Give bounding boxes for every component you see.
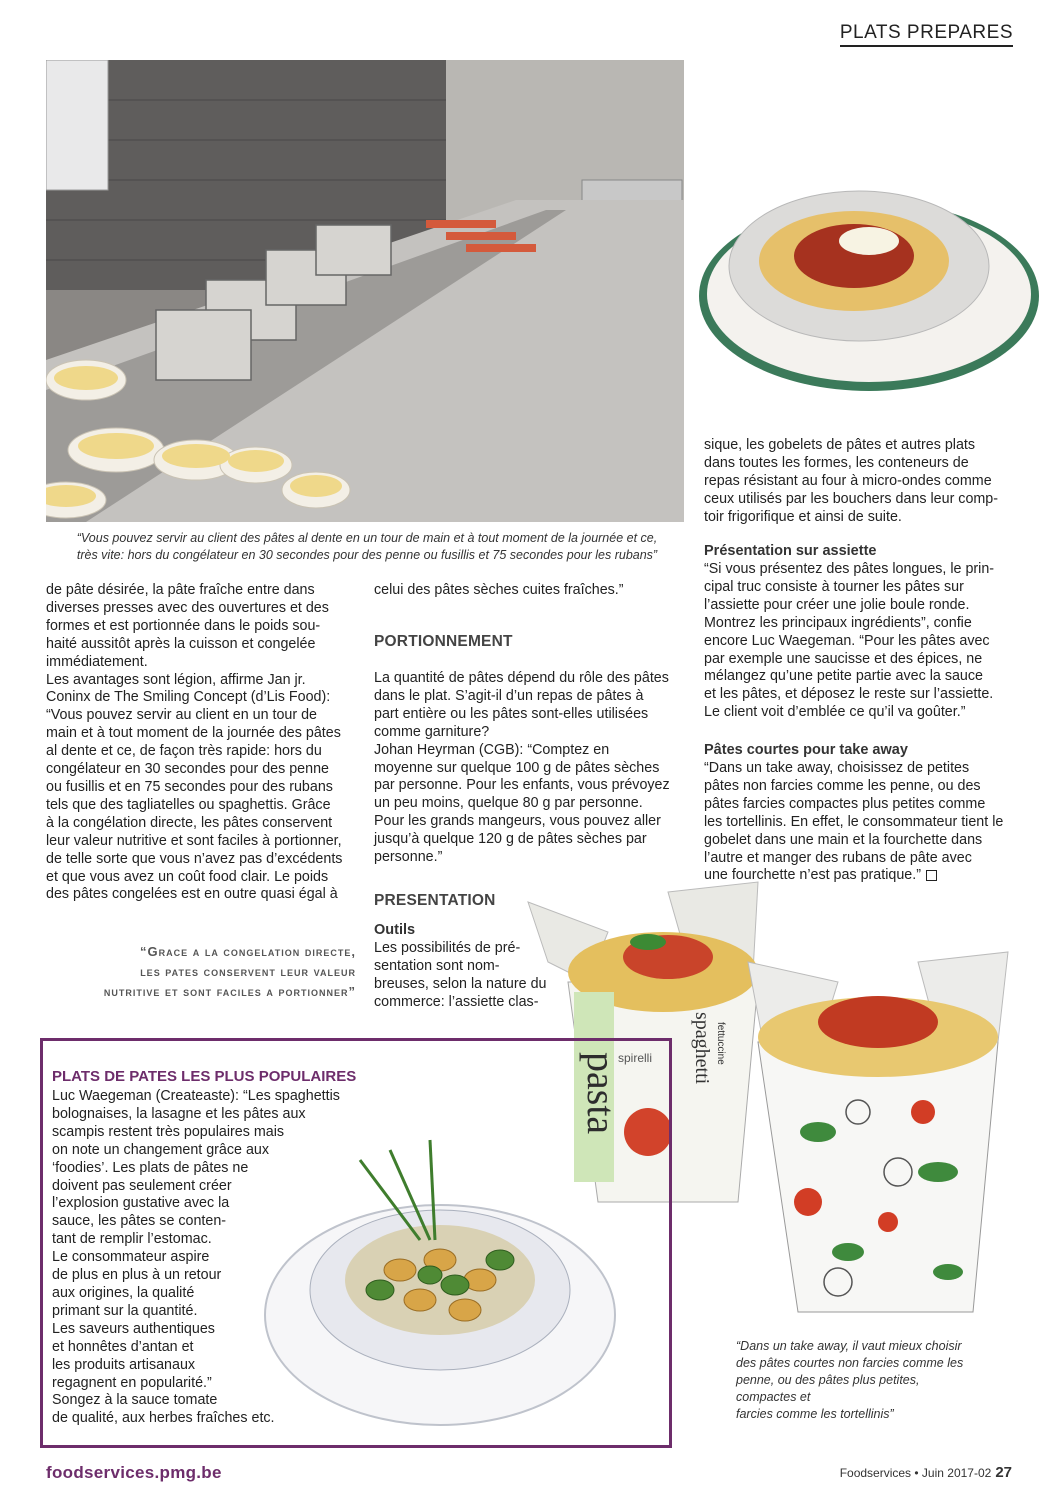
- footer-website-link[interactable]: foodservices.pmg.be: [46, 1463, 222, 1482]
- text-line: Luc Waegeman (Createaste): “Les spaghettis: [52, 1088, 340, 1104]
- caption-line: des pâtes courtes non farcies comme les: [736, 1356, 964, 1370]
- caption-line: “Dans un take away, il vaut mieux choisir: [736, 1339, 962, 1353]
- text-line: bolognaises, la lasagne et les pâtes aux: [52, 1105, 306, 1122]
- text-line: haité aussitôt après la cuisson et congelée: [46, 635, 316, 652]
- heading-presentation: PRESENTATION: [374, 892, 496, 909]
- text-line: comme garniture?: [374, 723, 490, 740]
- text-line: part entière ou les pâtes sont-elles utilisées: [374, 705, 649, 722]
- text-line: Montrez les principaux ingrédients”, confie: [704, 614, 972, 631]
- text-line: Johan Heyrman (CGB): “Comptez en: [374, 741, 610, 758]
- text-line: “Vous pouvez servir au client en un tour de: [46, 707, 318, 724]
- popular-dishes-text: [52, 1088, 352, 1428]
- text-line: Les avantages sont légion, affirme Jan jr.: [46, 671, 306, 688]
- text-line: jusqu’à quelque 120 g de pâtes sèches par: [374, 831, 647, 848]
- text-line: de pâte désirée, la pâte fraîche entre dans: [46, 582, 315, 598]
- text-line: personne.”: [374, 849, 443, 866]
- text-line: par exemple une saucisse et des épices, ne: [704, 650, 983, 667]
- column-1-text: [46, 582, 354, 904]
- caption-line: farcies comme les tortellinis”: [736, 1407, 894, 1421]
- text-line: mélangez qu’une petite partie avec la sauce: [704, 668, 983, 685]
- footer-issue-label: Foodservices • Juin 2017-02: [839, 1466, 992, 1480]
- text-line: “Dans un take away, choisissez de petites: [704, 760, 970, 776]
- text-line: repas résistant au four à micro-ondes comme: [704, 472, 992, 489]
- takeaway-text: [704, 760, 1012, 885]
- text-line: sauce, les pâtes se conten-: [52, 1213, 227, 1230]
- cup-label-spirelli: spirelli: [618, 1051, 653, 1065]
- text-line: de telle sorte que vous n’avez pas d’excédents: [46, 850, 343, 867]
- text-line: moyenne sur quelque 100 g de pâtes sèches: [374, 759, 660, 776]
- text-line: cipal truc consiste à tourner les pâtes sur: [704, 578, 964, 595]
- text-line: l’autre et manger des rubans de pâte avec: [704, 849, 972, 866]
- column-2-text: [374, 582, 684, 600]
- text-line: de qualité, aux herbes fraîches etc.: [52, 1410, 275, 1427]
- kitchen-photo-caption: [52, 530, 682, 564]
- text-line: ceux utilisés par les bouchers dans leur comp-: [704, 490, 999, 507]
- text-line: l’explosion gustative avec la: [52, 1195, 230, 1212]
- text-line: celui des pâtes sèches cuites fraîches.”: [374, 582, 624, 598]
- spaghetti-plate-photo: [694, 186, 1044, 396]
- text-line: scampis restent très populaires mais: [52, 1123, 285, 1140]
- text-line: congélateur en 30 secondes pour des penne: [46, 761, 329, 778]
- text-line: sique, les gobelets de pâtes et autres plats: [704, 437, 976, 453]
- assiette-text: [704, 561, 1012, 722]
- text-line: et que vous avez un coût food clair. Le poids: [46, 868, 329, 885]
- kitchen-photo: [46, 60, 684, 522]
- text-line: un peu moins, quelque 80 g par personne.: [374, 795, 643, 812]
- text-line: tant de remplir l’estomac.: [52, 1231, 212, 1248]
- text-line: doivent pas seulement créer: [52, 1177, 232, 1194]
- text-line: ou fusillis et en 75 secondes pour des rubans: [46, 778, 333, 795]
- text-line: ‘foodies’. Les plats de pâtes ne: [52, 1159, 249, 1176]
- text-line: regagnent en popularité.”: [52, 1374, 212, 1391]
- text-line: dans toutes les formes, les conteneurs de: [704, 454, 969, 471]
- column-3-text: [704, 437, 1012, 527]
- takeaway-photo-caption: [736, 1338, 1016, 1423]
- portionnement-text: [374, 670, 684, 867]
- text-line: pâtes non farcies comme les penne, ou des: [704, 777, 981, 794]
- section-label: PLATS PREPARES: [840, 22, 1013, 47]
- cup-label-spaghetti: spaghetti: [691, 1012, 713, 1085]
- text-line: formes et est portionnée dans le poids sou-: [46, 617, 321, 634]
- text-line: par personne. Pour les enfants, vous prévoyez: [374, 777, 670, 794]
- text-line: primant sur la quantité.: [52, 1302, 198, 1319]
- text-line: et honnêtes d’antan et: [52, 1338, 194, 1355]
- text-line: La quantité de pâtes dépend du rôle des pâtes: [374, 670, 669, 686]
- text-line: encore Luc Waegeman. “Pour les pâtes avec: [704, 632, 990, 649]
- text-line: Songez à la sauce tomate: [52, 1392, 218, 1409]
- text-line: leur valeur nutritive et sont faciles à portionner,: [46, 832, 342, 849]
- text-line: gobelet dans une main et la fourchette dans: [704, 831, 983, 848]
- text-line: pâtes farcies compactes plus petites comme: [704, 795, 986, 812]
- text-line: Les saveurs authentiques: [52, 1320, 215, 1337]
- text-line: à la congélation directe, les pâtes conservent: [46, 814, 333, 831]
- caption-line: penne, ou des pâtes plus petites,: [736, 1373, 920, 1387]
- text-line: des pâtes congelées est en outre quasi égal à: [46, 886, 338, 903]
- subhead-presentation-assiette: Présentation sur assiette: [704, 543, 877, 559]
- text-line-end: une fourchette n’est pas pratique.”: [704, 867, 921, 884]
- text-line: l’assiette pour créer une jolie boule ronde.: [704, 596, 970, 613]
- subhead-takeaway: Pâtes courtes pour take away: [704, 742, 908, 758]
- text-line: commerce: l’assiette clas-: [374, 993, 539, 1010]
- pull-quote: [46, 942, 356, 1002]
- text-line: les produits artisanaux: [52, 1356, 196, 1373]
- page-number: 27: [995, 1464, 1012, 1481]
- text-line: main et à tout moment de la journée des pâtes: [46, 725, 341, 742]
- popular-dishes-title: PLATS DE PATES LES PLUS POPULAIRES: [52, 1068, 357, 1085]
- text-line: on note un changement grâce aux: [52, 1141, 269, 1158]
- text-line: Le client voit d’emblée ce qu’il va goûter.”: [704, 704, 966, 721]
- caption-line: “Vous pouvez servir au client des pâtes al dente en un tour de main et à tout moment de la journée et ce,: [76, 531, 658, 545]
- caption-line: compactes et: [736, 1390, 811, 1404]
- text-line: tels que des tagliatelles ou spaghettis. Grâce: [46, 796, 331, 813]
- quote-line: “Grace a la congelation directe,: [139, 944, 356, 959]
- text-line: immédiatement.: [46, 653, 148, 670]
- text-line: al dente et ce, de façon très rapide: hors du: [46, 743, 322, 760]
- heading-portionnement: PORTIONNEMENT: [374, 633, 513, 650]
- quote-line: nutritive et sont faciles a portionner”: [103, 984, 356, 999]
- text-line: Le consommateur aspire: [52, 1249, 210, 1266]
- text-line: Coninx de The Smiling Concept (d’Lis Food):: [46, 689, 331, 706]
- text-line: aux origines, la qualité: [52, 1284, 195, 1301]
- text-line: Pour les grands mangeurs, vous pouvez aller: [374, 813, 661, 830]
- text-line: dans le plat. S’agit-il d’un repas de pâtes à: [374, 687, 644, 704]
- text-line: les tortellinis. En effet, le consommateur tient le: [704, 813, 1004, 830]
- text-line: breuses, selon la nature du: [374, 975, 547, 992]
- caption-line: très vite: hors du congélateur en 30 secondes pour des penne ou fusillis et 75 secondes pour les rubans”: [76, 548, 658, 562]
- quote-line: les pates conservent leur valeur: [140, 964, 356, 979]
- text-line: de plus en plus à un retour: [52, 1267, 222, 1284]
- text-line: diverses presses avec des ouvertures et des: [46, 599, 329, 616]
- text-line: et les pâtes, et déposez le reste sur l’assiette.: [704, 686, 994, 703]
- text-line: sentation sont nom-: [374, 957, 500, 974]
- cup-label-pasta: pasta: [579, 1052, 624, 1135]
- text-line: “Si vous présentez des pâtes longues, le prin-: [704, 561, 995, 577]
- subhead-outils: Outils: [374, 922, 416, 938]
- text-line: Les possibilités de pré-: [374, 940, 521, 956]
- cup-label-fettuccine: fettuccine: [715, 1022, 726, 1065]
- footer-issue: [840, 1464, 1012, 1481]
- text-line: toir frigorifique et ainsi de suite.: [704, 508, 902, 525]
